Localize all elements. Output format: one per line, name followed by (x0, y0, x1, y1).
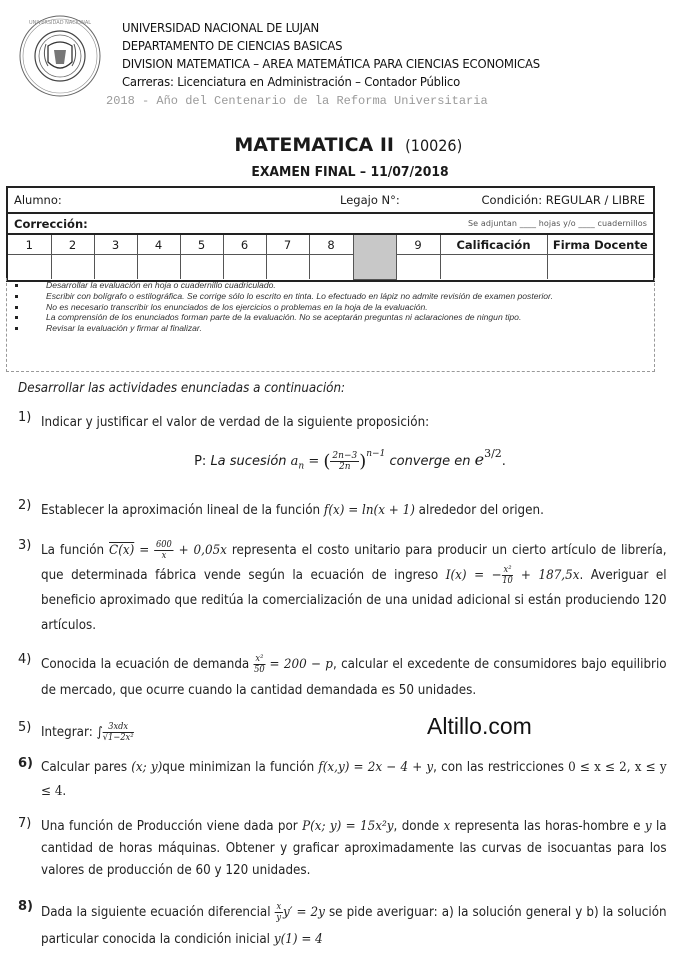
question-number: 8) (18, 899, 33, 914)
instruction-item: Escribir con bolígrafo o estilográfica. Se corrige sólo lo escrito en tinta. Lo efectuado en lápiz no admite revisión de examen posterior. (15, 291, 646, 302)
question-1 (18, 410, 648, 436)
alumno-row[interactable] (8, 188, 653, 214)
bullet-icon (15, 306, 18, 309)
correccion-row (8, 214, 653, 235)
legajo-label: Legajo N°: (340, 193, 400, 207)
university-name: UNIVERSIDAD NACIONAL DE LUJAN (122, 20, 320, 35)
instruction-item: Desarrollar la evaluación en hoja o cuadernillo cuadriculado. (15, 280, 646, 291)
exam-title (0, 134, 700, 157)
question-8: 8) Dada la siguiente ecuación diferencial $\frac{x}{y}$ y′ = 2y se pide averiguar: a) la solución general y b) la solución particular conocida la condición inicial y(1) = 4 (18, 899, 667, 947)
grade-table (8, 235, 653, 280)
question-2: 2) Establecer la aproximación lineal de la función f(x) = ln(x + 1) alrededor del origen. (18, 498, 544, 518)
grade-col-9: 9 (396, 235, 440, 255)
instruction-item: La comprensión de los enunciados forman parte de la evaluación. No se aceptarán preguntas ni aclaraciones de ningun tipo. (15, 312, 646, 323)
sequence-fraction: $\frac{2n-3}{2n}$ (332, 450, 358, 472)
bullet-icon (15, 295, 18, 298)
subject-name: MATEMATICA II (234, 134, 394, 156)
careers-line: Carreras: Licenciatura en Administración – Contador Público (122, 74, 461, 89)
question-number: 7) (18, 816, 32, 831)
question-6: 6) Calcular pares (x; y)que minimizan la función f(x,y) = 2x − 4 + y, con las restricciones 0 ≤ x ≤ 2, x ≤ y ≤ 4. (18, 756, 667, 799)
department-name: DEPARTAMENTO DE CIENCIAS BASICAS (122, 38, 343, 53)
grade-cell-8[interactable] (309, 255, 353, 280)
exam-subtitle: EXAMEN FINAL – 11/07/2018 (251, 164, 449, 180)
question-number: 1) (18, 410, 32, 425)
university-seal-icon (18, 14, 102, 98)
grade-cell-1[interactable] (8, 255, 51, 280)
instructions-box (6, 278, 655, 372)
subject-code: (10026) (405, 136, 463, 155)
average-cost: C(x) (109, 543, 135, 558)
bullet-icon (15, 327, 18, 330)
question-3: 3) La función C(x) = $\frac{600}{x}$ + 0,05x representa el costo unitario para producir un cierto artículo de librería, que determinada fábrica vende según la ecuación de ingreso I(x) = − $\frac{\text{x²}}{10}$ + 187,5x. Averiguar el beneficio aproximado que reditúa la comercialización de una unidad adicional si están produciendo 120 artículos. (18, 538, 667, 633)
instruction-item: Revisar la evaluación y firmar al finalizar. (15, 323, 646, 334)
grade-col-2: 2 (51, 235, 94, 255)
grade-input-row (8, 255, 653, 280)
watermark-text: Altillo.com (427, 713, 532, 739)
formula: f(x) = ln(x + 1) (323, 503, 415, 518)
grade-cell-3[interactable] (94, 255, 137, 280)
question-number: 3) (18, 538, 32, 553)
question-number: 6) (18, 756, 33, 771)
grade-cell-firma[interactable] (547, 255, 653, 280)
grade-col-calificacion: Calificación (440, 235, 547, 255)
grade-cell-9[interactable] (396, 255, 440, 280)
grade-header-row (8, 235, 653, 255)
grade-col-5: 5 (180, 235, 223, 255)
question-number: 2) (18, 498, 32, 513)
motto-line: 2018 - Año del Centenario de la Reforma Universitaria (106, 94, 488, 108)
grade-col-3: 3 (94, 235, 137, 255)
condicion-label: Condición: REGULAR / LIBRE (481, 193, 645, 207)
instruction-item: No es necesario transcribir los enunciados de los ejercicios o problemas en la hoja de la evaluación. (15, 302, 646, 313)
question-number: 4) (18, 652, 32, 667)
grade-col-1: 1 (8, 235, 51, 255)
proposition-p: P: La sucesión $a_n$ = ( $\frac{2n-3}{2n}$ )$^{n-1}$ converge en $e^{3/2}$. (194, 447, 506, 472)
grade-cell-6[interactable] (223, 255, 266, 280)
grade-cell-4[interactable] (137, 255, 180, 280)
correccion-label: Corrección: (14, 216, 88, 231)
grade-cell-calificacion[interactable] (440, 255, 547, 280)
grade-col-7: 7 (266, 235, 309, 255)
question-4: 4) Conocida la ecuación de demanda $\frac{\text{x²}}{50}$ = 200 − p, calcular el excedente de consumidores bajo equilibrio de mercado, que ocurre cuando la cantidad demandada es 50 unidades. (18, 652, 667, 698)
bullet-icon (15, 284, 18, 287)
question-text: Indicar y justificar el valor de verdad de la siguiente proposición: (41, 415, 430, 430)
question-number: 5) (18, 720, 32, 735)
grade-cell-7[interactable] (266, 255, 309, 280)
grade-col-firma: Firma Docente (547, 235, 653, 255)
grade-cell-2[interactable] (51, 255, 94, 280)
grade-col-8: 8 (309, 235, 353, 255)
grade-cell-5[interactable] (180, 255, 223, 280)
grade-col-6: 6 (223, 235, 266, 255)
activities-intro: Desarrollar las actividades enunciadas a continuación: (18, 381, 346, 396)
alumno-label: Alumno: (14, 193, 62, 207)
svg-text:UNIVERSIDAD NACIONAL: UNIVERSIDAD NACIONAL (28, 20, 92, 26)
division-name: DIVISION MATEMATICA – AREA MATEMÁTICA PARA CIENCIAS ECONOMICAS (122, 56, 540, 71)
bullet-icon (15, 316, 18, 319)
question-7: 7) Una función de Producción viene dada por P(x; y) = 15x²y, donde x representa las horas-hombre e y la cantidad de horas máquinas. Obtener y graficar aproximadamente las curvas de isocuantas para los valores de producción de 60 y 120 unidades. (18, 816, 667, 878)
grade-col-4: 4 (137, 235, 180, 255)
student-form (6, 186, 655, 282)
grade-col-blank (353, 235, 396, 279)
adjuntan-text: Se adjuntan ____ hojas y/o ____ cuadernillos (467, 219, 647, 228)
question-5: 5) Integrar: ∫ $\frac{\text{3xdx}}{\text{√1−2x²}}$ (18, 720, 134, 743)
